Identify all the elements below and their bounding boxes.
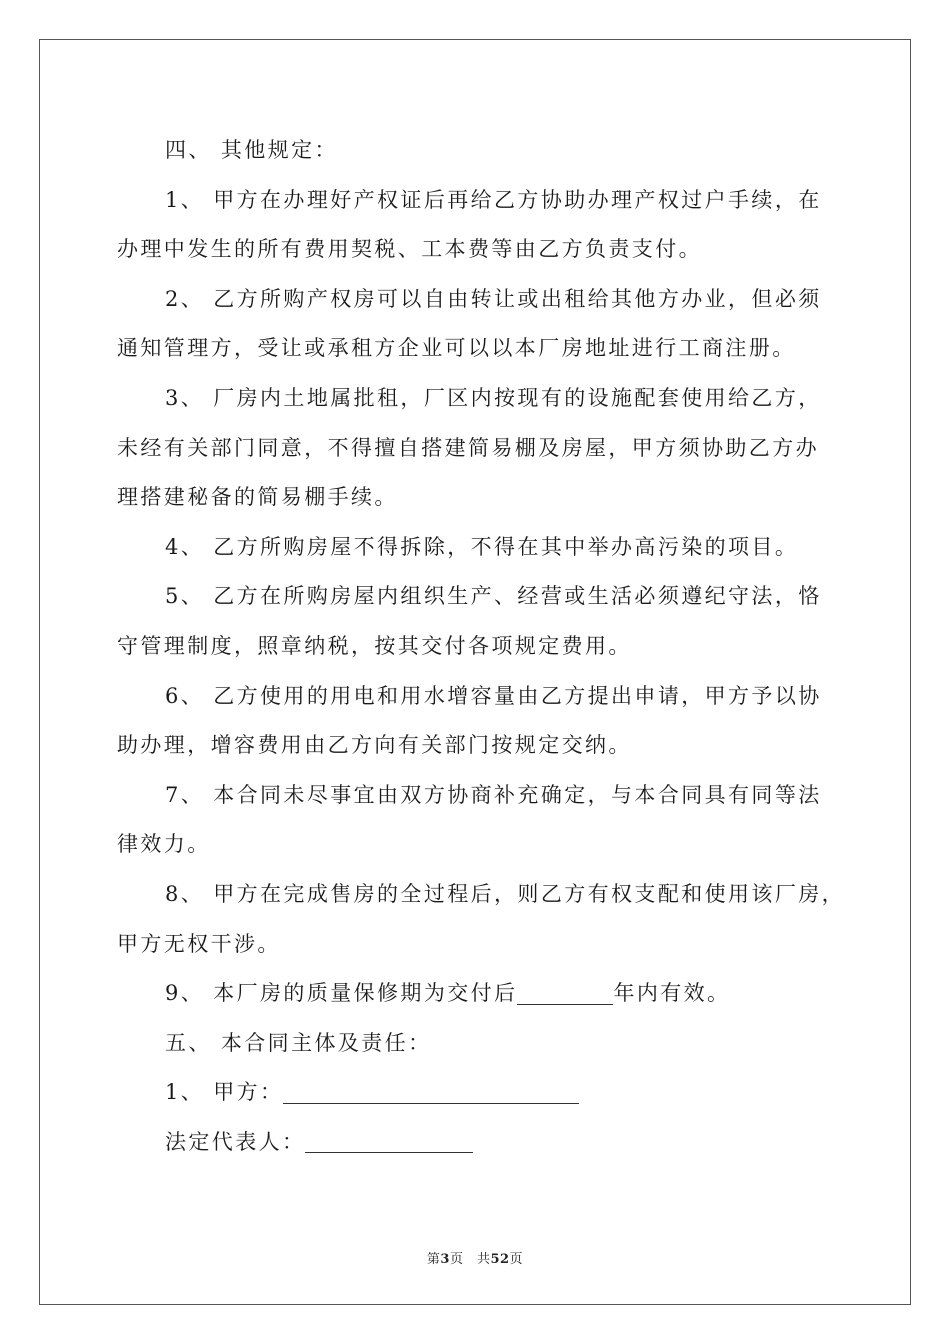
text-line: 8、 甲方在完成售房的全过程后，则乙方有权支配和使用该厂房， xyxy=(165,881,846,906)
text-line: 4、 乙方所购房屋不得拆除，不得在其中举办高污染的项目。 xyxy=(165,534,799,559)
warranty-line xyxy=(117,969,837,1019)
text-line: 理搭建秘备的简易棚手续。 xyxy=(117,485,398,510)
footer-page-prefix: 第 xyxy=(426,1252,441,1267)
text-line: 四、 其他规定： xyxy=(165,138,338,162)
warranty-prefix: 9、 本厂房的质量保修期为交付后 xyxy=(165,981,518,1006)
party-a-label: 1、 甲方： xyxy=(165,1080,284,1105)
footer-total-pages: 52 xyxy=(490,1252,510,1267)
text-line: 6、 乙方使用的用电和用水增容量由乙方提出申请，甲方予以协 xyxy=(165,683,822,708)
document-body xyxy=(117,126,846,1167)
text-line: 1、 甲方在办理好产权证后再给乙方协助办理产权过户手续，在 xyxy=(165,187,822,212)
paragraph-lines xyxy=(117,126,846,969)
warranty-suffix: 年内有效。 xyxy=(613,981,731,1006)
section5-title: 五、 本合同主体及责任： xyxy=(165,1030,432,1055)
party-a-blank[interactable] xyxy=(283,1102,579,1104)
text-line: 通知管理方，受让或承租方企业可以以本厂房地址进行工商注册。 xyxy=(117,336,796,361)
text-line: 甲方无权干涉。 xyxy=(117,931,281,956)
page-footer xyxy=(0,1248,950,1267)
footer-page-suffix: 页 xyxy=(509,1252,524,1267)
text-line: 办理中发生的所有费用契税、工本费等由乙方负责支付。 xyxy=(117,237,702,262)
text-line: 律效力。 xyxy=(117,832,211,857)
legal-rep-line xyxy=(117,1118,837,1168)
text-line: 3、 厂房内土地属批租，厂区内按现有的设施配套使用给乙方， xyxy=(165,385,822,410)
legal-rep-label: 法定代表人： xyxy=(165,1129,306,1154)
warranty-blank[interactable] xyxy=(517,1003,613,1005)
legal-rep-blank[interactable] xyxy=(305,1151,473,1153)
text-line: 5、 乙方在所购房屋内组织生产、经营或生活必须遵纪守法，恪 xyxy=(165,584,822,609)
text-line: 守管理制度，照章纳税，按其交付各项规定费用。 xyxy=(117,633,632,658)
text-line: 2、 乙方所购产权房可以自由转让或出租给其他方办业，但必须 xyxy=(165,286,822,311)
party-a-line xyxy=(117,1068,837,1118)
footer-page-number: 3 xyxy=(440,1252,450,1267)
text-line: 7、 本合同未尽事宜由双方协商补充确定，与本合同具有同等法 xyxy=(165,782,822,807)
text-line: 未经有关部门同意，不得擅自搭建简易棚及房屋，甲方须协助乙方办 xyxy=(117,435,819,460)
text-line: 助办理，增容费用由乙方向有关部门按规定交纳。 xyxy=(117,733,632,758)
footer-page-mid: 页 共 xyxy=(449,1252,491,1267)
